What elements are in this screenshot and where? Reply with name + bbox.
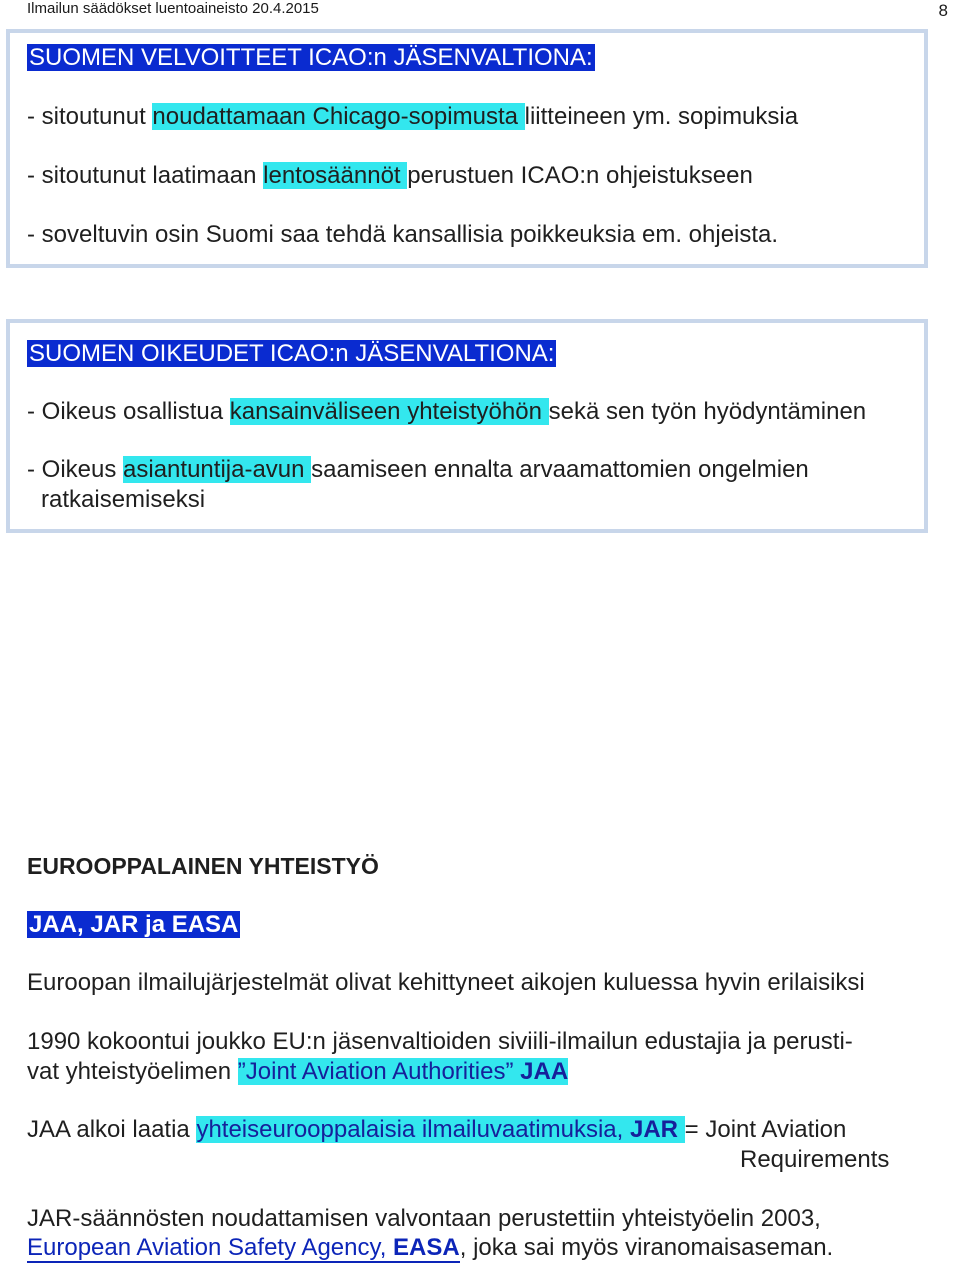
europe-paragraph-1: Euroopan ilmailujärjestelmät olivat kehittyneet aikojen kuluessa hyvin erilaisiksi bbox=[27, 969, 865, 996]
europe-paragraph-2-line-2: vat yhteistyöelimen ”Joint Aviation Authorities” JAA bbox=[27, 1058, 569, 1085]
europe-subheading: JAA, JAR ja EASA bbox=[29, 911, 239, 938]
rights-line-2: - Oikeus asiantuntija-avun saamiseen ennalta arvaamattomien ongelmien bbox=[27, 456, 809, 483]
rights-line-1: - Oikeus osallistua kansainväliseen yhteistyöhön sekä sen työn hyödyntäminen bbox=[27, 398, 867, 425]
europe-paragraph-3-line-2: Requirements bbox=[740, 1146, 890, 1173]
page-number: 8 bbox=[938, 1, 948, 20]
europe-paragraph-4-line-2: European Aviation Safety Agency, EASA, joka sai myös viranomaisaseman. bbox=[27, 1234, 834, 1261]
obligations-title: SUOMEN VELVOITTEET ICAO:n JÄSENVALTIONA: bbox=[29, 44, 593, 71]
europe-paragraph-4-line-1: JAR-säännösten noudattamisen valvontaan perustettiin yhteistyöelin 2003, bbox=[27, 1205, 821, 1232]
rights-line-3: ratkaisemiseksi bbox=[41, 486, 206, 513]
obligations-line-1: - sitoutunut noudattamaan Chicago-sopimusta liitteineen ym. sopimuksia bbox=[27, 103, 799, 130]
obligations-line-2: - sitoutunut laatimaan lentosäännöt perustuen ICAO:n ohjeistukseen bbox=[27, 162, 753, 189]
europe-paragraph-2-line-1: 1990 kokoontui joukko EU:n jäsenvaltioiden siviili-ilmailun edustajia ja perusti- bbox=[27, 1028, 853, 1055]
rights-title: SUOMEN OIKEUDET ICAO:n JÄSENVALTIONA: bbox=[29, 340, 555, 367]
europe-heading: EUROOPPALAINEN YHTEISTYÖ bbox=[27, 853, 379, 879]
obligations-line-3: - soveltuvin osin Suomi saa tehdä kansallisia poikkeuksia em. ohjeista. bbox=[27, 221, 779, 248]
europe-paragraph-3-line-1: JAA alkoi laatia yhteiseurooppalaisia ilmailuvaatimuksia, JAR = Joint Aviation bbox=[27, 1116, 847, 1143]
header-left: Ilmailun säädökset luentoaineisto 20.4.2015 bbox=[27, 0, 319, 17]
